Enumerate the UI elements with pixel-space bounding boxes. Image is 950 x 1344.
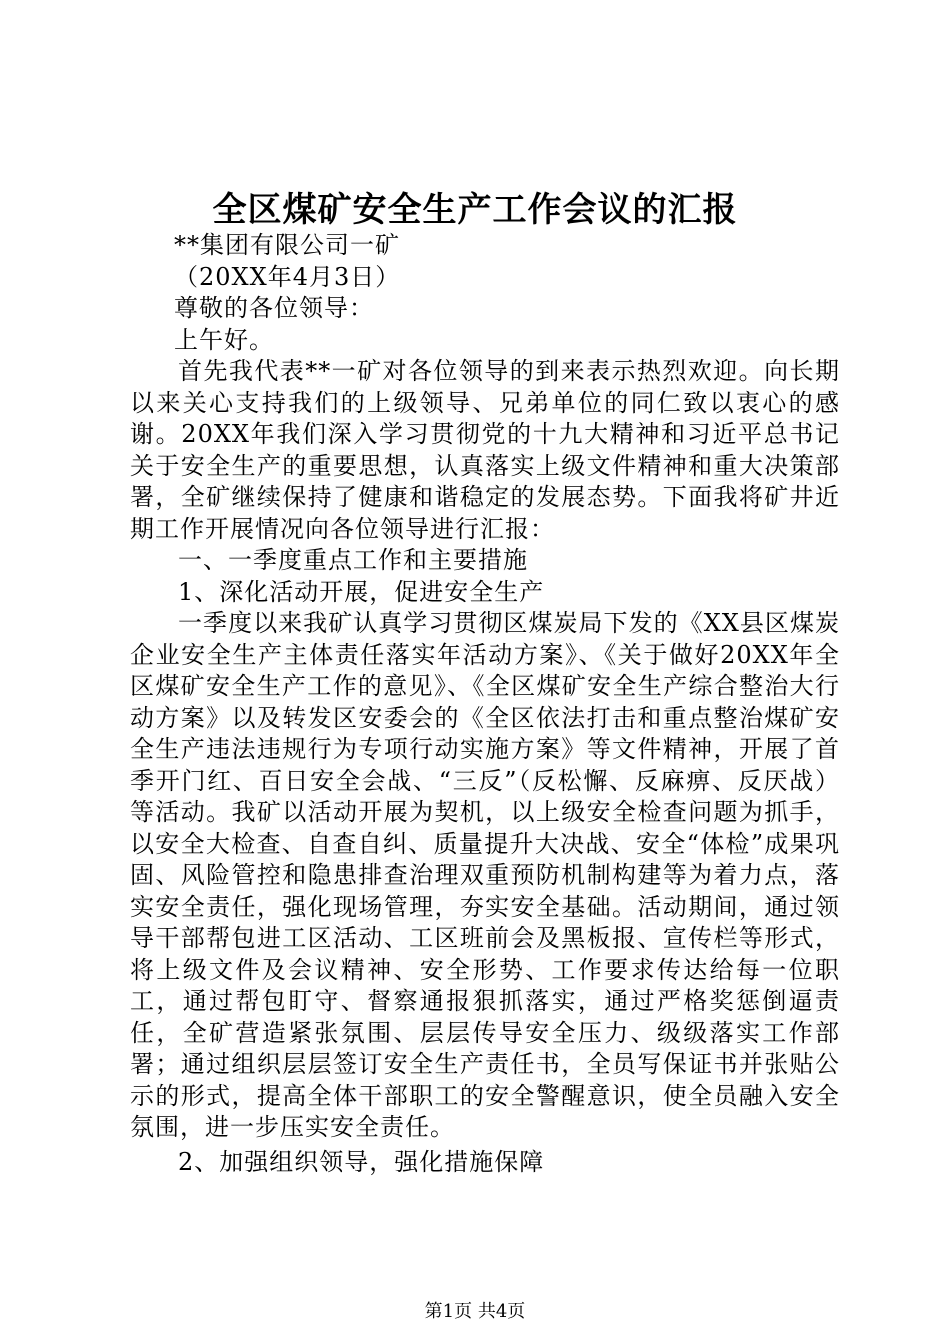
item-body-1: 一季度以来我矿认真学习贯彻区煤炭局下发的《XX县区煤炭企业安全生产主体责任落实年活动方案》、《关于做好20XX年全区煤矿安全生产工作的意见》、《全区煤矿安全生产综合整治大行动方案》以及转发区安委会的《全区依法打击和重点整治煤矿安全生产违法违规行为专项行动实施方案》等文件精神，开展了首季开门红、百日安全会战、“三反”（反松懈、反麻痹、反厌战）等活动。我矿以活动开展为契机，以上级安全检查问题为抓手，以安全大检查、自查自纠、质量提升大决战、安全“体检”成果巩固、风险管控和隐患排查治理双重预防机制构建等为着力点，落实安全责任，强化现场管理，夯实安全基础。活动期间，通过领导干部帮包进工区活动、工区班前会及黑板报、宣传栏等形式，将上级文件及会议精神、安全形势、工作要求传达给每一位职工，通过帮包盯守、督察通报狠抓落实，通过严格奖惩倒逼责任，全矿营造紧张氛围、层层传导安全压力、级级落实工作部署；通过组织层层签订安全生产责任书，全员写保证书并张贴公示的形式，提高全体干部职工的安全警醒意识，使全员融入安全氛围，进一步压实安全责任。 xyxy=(130,609,840,1141)
item-heading-1: 1、深化活动开展，促进安全生产 xyxy=(178,577,545,606)
item-heading-2: 2、加强组织领导，强化措施保障 xyxy=(178,1147,545,1176)
date-line: （20XX年4月3日） xyxy=(174,262,401,291)
intro-paragraph: 首先我代表**一矿对各位领导的到来表示热烈欢迎。向长期以来关心支持我们的上级领导、兄弟单位的同仁致以衷心的感谢。20XX年我们深入学习贯彻党的十九大精神和习近平总书记关于安全生产的重要思想，认真落实上级文件精神和重大决策部署，全矿继续保持了健康和谐稳定的发展态势。下面我将矿井近期工作开展情况向各位领导进行汇报： xyxy=(130,357,840,543)
organization-line: **集团有限公司一矿 xyxy=(174,231,400,259)
section-heading: 一、一季度重点工作和主要措施 xyxy=(178,546,528,574)
document-body xyxy=(130,230,840,1178)
salutation: 尊敬的各位领导： xyxy=(174,294,374,322)
document-title: 全区煤矿安全生产工作会议的汇报 xyxy=(212,190,738,230)
page-indicator: 第1页 共4页 xyxy=(424,1301,526,1322)
greeting: 上午好。 xyxy=(174,325,274,354)
